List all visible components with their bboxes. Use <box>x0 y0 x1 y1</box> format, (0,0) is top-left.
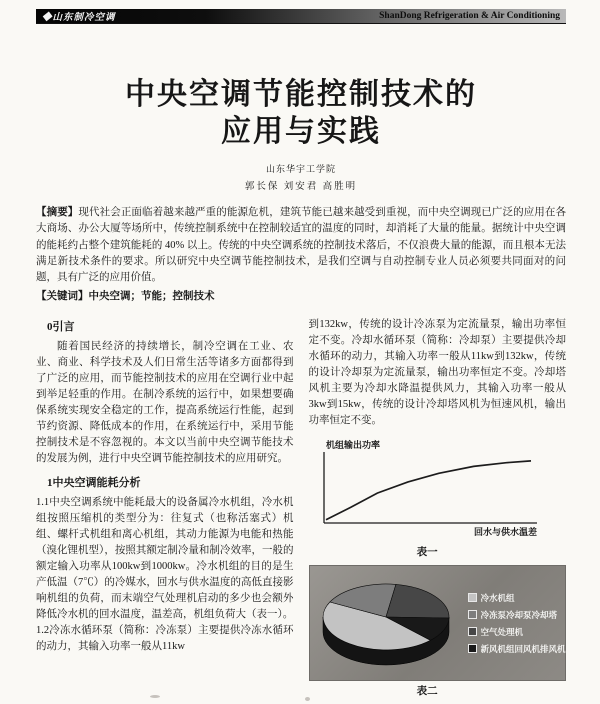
byline <box>36 162 566 192</box>
keywords-label: 【关键词】 <box>36 291 89 303</box>
journal-header-bar <box>36 9 566 24</box>
section-1-1-paragraph: 1.1中央空调系统中能耗最大的设备属冷水机组，冷水机组按照压缩机的类型分为：往复式（也称活塞式）机组、螺杆式机组和离心机组，其动力能源为电能和热能（溴化锂机型），按照其额定制冷量和制冷效率，一般的额定输入功率从100kw到1000kw。冷水机组的目的是生产低温（7℃）的冷媒水，回水与供水温度的高低直接影响机组的负荷，而末端空气处理机启动的多少也会额外降低冷水机的回水温度，温差高，机组负荷大（表一）。 <box>36 496 294 620</box>
abstract-text: 现代社会正面临着越来越严重的能源危机，建筑节能已越来越受到重视，而中央空调现已广泛的应用在各大商场、办公大厦等场所中，传统控制系统中在控制较适宜的温度的同时，却消耗了大量的能量。据统计中央空调的能耗约占整个建筑能耗的 40% 以上。传统的中央空调系统的控制技术落后，不仅浪费大量的能源，而且根本无法满足新技术条件的要求。所以研究中央空调节能控制技术，是我们空调与自动控制专业人员必须要共同面对的问题，具有广泛的应用价值。 <box>36 207 567 284</box>
abstract-label: 【摘要】 <box>36 207 79 218</box>
pie-legend-item <box>468 643 566 655</box>
legend-swatch <box>468 610 477 619</box>
legend-label: 空气处理机 <box>480 626 524 637</box>
two-column-body <box>36 317 566 702</box>
legend-swatch <box>468 644 477 653</box>
scan-artifact <box>305 697 310 701</box>
legend-swatch <box>468 627 477 636</box>
continued-paragraph: 到132kw，传统的设计冷冻泵为定流量泵，输出功率恒定不变。冷却水循环泵（简称：冷却泵）主要提供冷却水循环的动力，其输入功率一般从11kw到132kw，传统的设计冷却泵为定流量泵，输出功率恒定不变。冷却塔风机主要为冷却水降温提供风力，其输入功率一般从3kw到15kw，传统的设计冷却塔风机为恒速风机，输出功率恒定不变。 <box>308 319 566 427</box>
legend-label: 新风机组回风机排风机 <box>480 643 566 654</box>
scan-artifact <box>150 695 160 698</box>
article-title-line1: 中央空调节能控制技术的 <box>125 78 477 111</box>
section-1-2-paragraph: 1.2冷冻水循环泵（简称：冷冻泵）主要提供冷冻水循环的动力，其输入功率一般从11kw <box>36 624 294 652</box>
pie-legend <box>468 592 566 655</box>
energy-share-pie-chart <box>314 571 462 675</box>
journal-name-en: ShanDong Refrigeration & Air Conditioning <box>379 11 560 21</box>
legend-label: 冷冻泵冷却泵冷却塔 <box>480 609 558 620</box>
section-1-heading: 1中央空调能耗分析 <box>47 476 141 489</box>
pie-legend-item <box>468 626 566 638</box>
output-power-line-chart <box>309 437 547 537</box>
section-0-paragraph: 随着国民经济的持续增长，制冷空调在工业、农业、商业、科学技术及人们日常生活等诸多方面都得到了广泛的应用，而节能控制技术的应用在空调行业中起到举足轻重的作用。在制冷系统的运行中，如果想要确保系统实现安全稳定的工作，提高系统运行性能，起到节约资源、降低成本的作用，在系统运行中，采用节能控制技术是不容忽视的。本文以当前中央空调节能技术的发展为例，进行中央空调节能控制技术的应用研究。 <box>36 341 294 464</box>
output-power-curve <box>326 461 531 520</box>
figure-1-caption: 表一 <box>416 547 438 558</box>
section-0-heading: 0引言 <box>47 321 75 334</box>
authors: 郭长保 刘安君 高胜明 <box>244 182 358 192</box>
left-column <box>36 317 294 702</box>
y-axis-label: 机组输出功率 <box>325 440 380 450</box>
pie-legend-item <box>468 592 566 604</box>
figure-output-power <box>309 437 567 559</box>
article-title <box>36 76 566 150</box>
affiliation: 山东华宇工学院 <box>265 164 336 174</box>
journal-name-cn: ◆山东制冷空调 <box>42 12 116 23</box>
legend-label: 冷水机组 <box>480 592 515 603</box>
right-column <box>309 317 567 702</box>
figure-energy-pie <box>309 565 567 681</box>
keywords-line <box>36 288 566 303</box>
pie-legend-item <box>468 609 566 621</box>
legend-swatch <box>468 593 477 602</box>
x-axis-label: 回水与供水温差 <box>473 527 537 537</box>
article-title-line2: 应用与实践 <box>221 115 381 148</box>
pie-slice <box>386 584 449 618</box>
keywords-text: 中央空调；节能；控制技术 <box>88 291 215 303</box>
abstract-paragraph <box>36 205 566 286</box>
figure-2-caption: 表二 <box>416 686 438 697</box>
